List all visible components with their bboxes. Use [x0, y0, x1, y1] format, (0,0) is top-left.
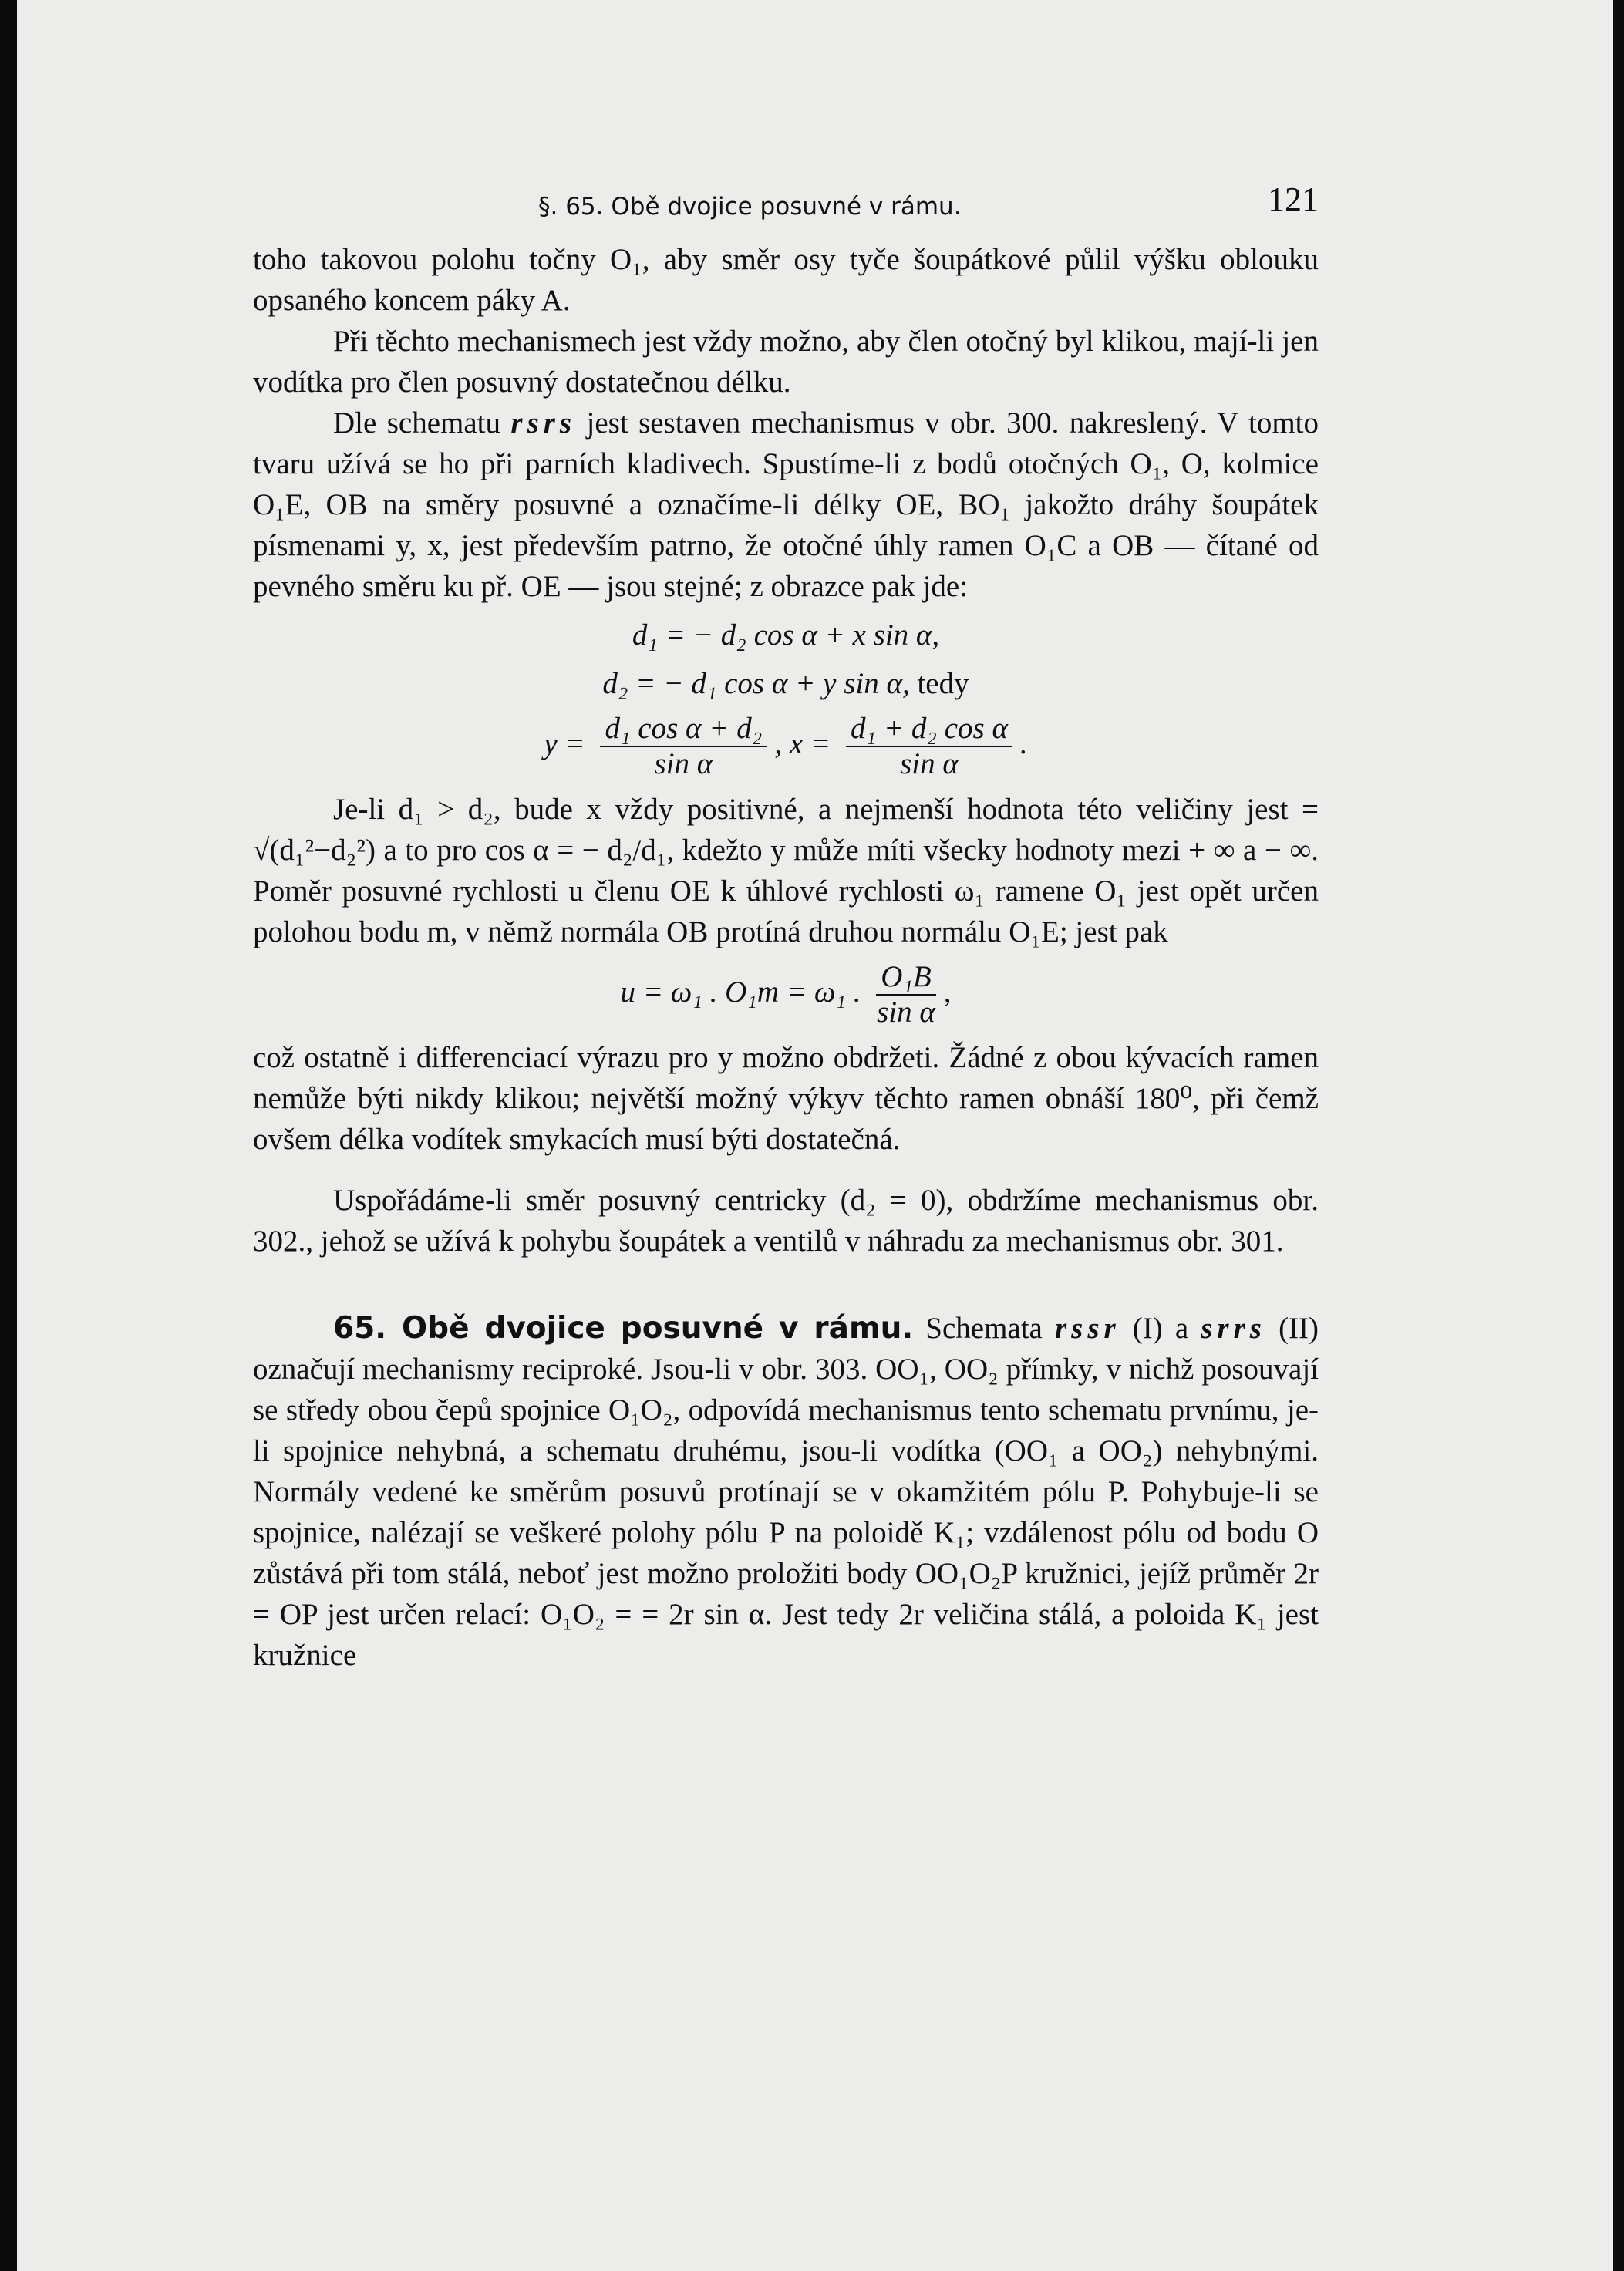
fraction: $\frac{\text{O₁B}}{\text{sin α}}$	[877, 960, 935, 1029]
equation-fractions: y = $\frac{\text{d₁ cos α + d₂}}{\text{sin α}}$ , x = $\frac{\text{d₁ + d₂ cos α}}{\text{sin α}}$ .	[544, 712, 1028, 780]
fraction: $\frac{\text{d₁ + d₂ cos α}}{\text{sin α}}$	[846, 712, 1012, 781]
paragraph: Je-li d₁ > d₂, bude x vždy positivné, a nejmenší hodnota této veličiny jest = √(d₁²−d₂²) a to pro cos α = − d₂/d₁, kdežto y může míti všecky hodnoty mezi + ∞ a − ∞. Poměr posuvné rychlosti u členu OE k úhlové rychlosti ω₁ ramene O₁ jest opět určen polohou bodu m, v němž normála OB protíná druhou normálu O₁E; jest pak	[253, 793, 1319, 948]
paragraph: což ostatně i differenciací výrazu pro y možno obdržeti. Žádné z obou kývacích ramen nemůže býti nikdy klikou; největší možný výkyv těchto ramen obnáší 180⁰, při čemž ovšem délka vodítek smykacích musí býti dostatečná.	[253, 1041, 1319, 1156]
equation: d₂ = − d₁ cos α + y sin α, tedy	[602, 667, 969, 700]
paragraph: Při těchto mechanismech jest vždy možno, aby člen otočný byl klikou, mají-li jen vodítka pro člen posuvný dostatečnou délku.	[253, 325, 1319, 399]
page-number: 121	[1268, 180, 1319, 218]
section-heading: 65. Obě dvojice posuvné v rámu.	[333, 1311, 914, 1346]
paragraph: toho takovou polohu točny O₁, aby směr osy tyče šoupátkové půlil výšku oblouku opsaného koncem páky A.	[253, 243, 1319, 317]
paragraph: Dle schematu rsrs jest sestaven mechanismus v obr. 300. nakreslený. V tomto tvaru užívá se ho při parních kladivech. Spustíme-li z bodů otočných O₁, O, kolmice O₁E, OB na směry posuvné a označíme-li délky OE, BO₁ jakožto dráhy šoupátek písmenami y, x, jest především patrno, že otočné úhly ramen O₁C a OB — čítané od pevného směru ku př. OE — jsou stejné; z obrazce pak jde:	[253, 406, 1319, 603]
book-page	[253, 176, 1319, 1676]
section-65: 65. Obě dvojice posuvné v rámu. Schemata rssr (I) a srrs (II) označují mechanismy reciproké. Jsou-li v obr. 303. OO₁, OO₂ přímky, v nichž posouvají se středy obou čepů spojnice O₁O₂, odpovídá mechanismus tento schematu prvnímu, je-li spojnice nehybná, a schematu druhému, jsou-li vodítka (OO₁ a OO₂) nehybnými. Normály vedené ke směrům posuvů protínají se v okamžitém pólu P. Pohybuje-li se spojnice, nalézají se veškeré polohy pólu P na poloidě K₁; vzdálenost pólu od bodu O zůstává při tom stálá, neboť jest možno proložiti body OO₁O₂P kružnici, jejíž průměr 2r = OP jest určen relací: O₁O₂ = = 2r sin α. Jest tedy 2r veličina stálá, a poloida K₁ jest kružnice	[253, 1311, 1319, 1672]
scheme-label: rsrs	[510, 406, 577, 440]
fraction: $\frac{\text{d₁ cos α + d₂}}{\text{sin α}}$	[600, 712, 767, 781]
scheme-label: rssr	[1054, 1312, 1120, 1345]
section-title: §. 65. Obě dvojice posuvné v rámu.	[538, 193, 962, 221]
equation: d₁ = − d₂ cos α + x sin α,	[632, 618, 940, 652]
equation-velocity: u = ω₁ . O₁m = ω₁ . $\frac{\text{O₁B}}{\text{sin α}}$ ,	[620, 960, 952, 1029]
running-header	[253, 176, 1319, 230]
paragraph: Uspořádáme-li směr posuvný centricky (d₂ = 0), obdržíme mechanismus obr. 302., jehož se užívá k pohybu šoupátek a ventilů v náhradu za mechanismus obr. 301.	[253, 1184, 1319, 1258]
scheme-label: srrs	[1201, 1312, 1266, 1345]
